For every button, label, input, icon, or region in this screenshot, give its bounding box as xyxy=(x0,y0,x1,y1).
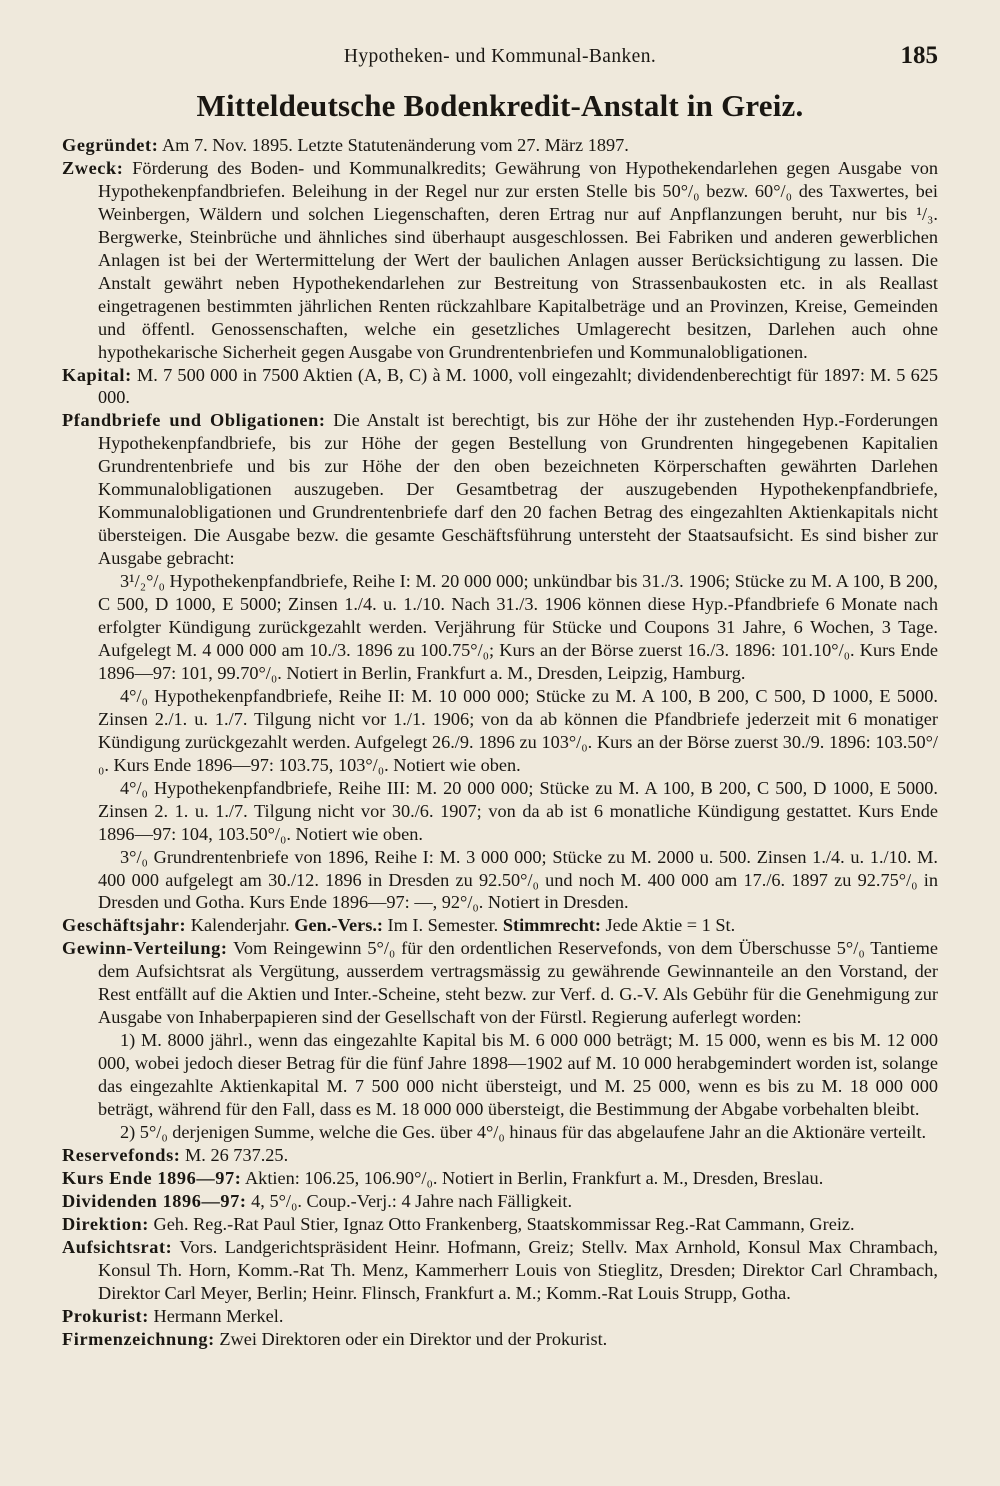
entry-label: Prokurist: xyxy=(62,1305,149,1326)
entry-gewinn-verteilung xyxy=(62,937,938,1029)
entry-label: Gegründet: xyxy=(62,135,159,155)
entry-text: M. 26 737.25. xyxy=(180,1144,289,1165)
entry-gegruendet xyxy=(62,134,938,157)
issue-item: 3°/₀ Grundrentenbriefe von 1896, Reihe I: M. 3 000 000; Stücke zu M. 2000 u. 500. Zinsen 1./4. u. 1./10. M. 400 000 aufgelegt am 30./12. 1896 in Dresden zu 92.50°/₀ und noch M. 400 000 am 17./6. 1897 zu 92.75°/₀ in Dresden und Gotha. Kurs Ende 1896—97: —, 92°/₀. Notiert in Dresden. xyxy=(98,846,938,913)
entry-text: Hermann Merkel. xyxy=(148,1305,284,1326)
entry-label: Zweck: xyxy=(62,157,124,178)
running-head xyxy=(62,42,938,69)
entry-prokurist xyxy=(62,1305,938,1328)
entry-pfandbriefe-obligationen xyxy=(62,409,938,570)
entry-label: Firmenzeichnung: xyxy=(62,1328,215,1349)
running-head-title: Hypotheken- und Kommunal-Banken. xyxy=(343,46,657,67)
entry-kapital xyxy=(62,364,938,410)
entry-label: Direktion: xyxy=(62,1213,149,1234)
entry-kurs-ende xyxy=(62,1167,938,1190)
issue-item: 4°/₀ Hypothekenpfandbriefe, Reihe III: M. 20 000 000; Stücke zu M. A 100, B 200, C 500, D 1000, E 5000. Zinsen 2. 1. u. 1./7. Tilgung nicht vor 30./6. 1907; von da ab ist 6 monatliche Kündigung gestattet. Kurs Ende 1896—97: 104, 103.50°/₀. Notiert wie oben. xyxy=(98,777,938,844)
entry-label: Kapital: xyxy=(62,364,132,385)
entry-direktion xyxy=(62,1213,938,1236)
clause-list xyxy=(62,1029,938,1144)
issue-item: 4°/₀ Hypothekenpfandbriefe, Reihe II: M. 10 000 000; Stücke zu M. A 100, B 200, C 500, D 1000, E 5000. Zinsen 2./1. u. 1./7. Tilgung nicht vor 1./1. 1906; von da ab können die Pfandbriefe jederzeit mit 6 monatiger Kündigung zurückgezahlt werden. Aufgelegt 26./9. 1896 zu 103°/₀. Kurs an der Börse zuerst 30./9. 1896: 103.50°/₀. Kurs Ende 1896—97: 103.75, 103°/₀. Notiert wie oben. xyxy=(98,685,938,775)
entry-text: Förderung des Boden- und Kommunalkredits; Gewährung von Hypothekendarlehen gegen Ausgabe von Hypothekenpfandbriefen. Beleihung in der Regel nur zur ersten Stelle bis 50°/₀ bezw. 60°/₀ des Taxwertes, bei Weinbergen, Wäldern und solchen Liegenschaften, deren Ertrag nur auf Anpflanzungen beruht, nur bis ¹/₃. Bergwerke, Steinbrüche und ähnliches sind überhaupt ausgeschlossen. Bei Fabriken und anderen gewerblichen Anlagen ist bei der Wertermittelung der Wert der baulichen Anlagen ausser Berücksichtigung zu lassen. Die Anstalt gewährt neben Hypothekendarlehen zur Bestreitung von Strassenbaukosten etc. in als Reallast eingetragenen bestimmten jährlichen Renten rückzahlbare Kapitalbeträge und an Provinzen, Kreise, Gemeinden und öffentl. Genossenschaften, welche ein gesetzliches Umlagerecht besitzen, Darlehen auch ohne hypothekarische Sicherheit gegen Ausgabe von Grundrentenbriefen und Kommunalobligationen. xyxy=(98,157,938,362)
entry-text: Geh. Reg.-Rat Paul Stier, Ignaz Otto Frankenberg, Staatskommissar Reg.-Rat Cammann, Greiz. xyxy=(148,1213,855,1234)
entry-label: Reservefonds: xyxy=(62,1144,181,1165)
entry-zweck xyxy=(62,157,938,364)
entry-text: Die Anstalt ist berechtigt, bis zur Höhe der ihr zustehenden Hyp.-Forderungen Hypothekenpfandbriefe, bis zur Höhe der gegen Bestellung von Grundrenten hingegebenen Kapitalien Grundrentenbriefe und bis zur Höhe der den oben bezeichneten Körperschaften gewährten Darlehen Kommunalobligationen auszugeben. Der Gesamtbetrag der auszugebenden Hypothekenpfandbriefe, Kommunalobligationen und Grundrentenbriefe darf den 20 fachen Betrag des eingezahlten Aktienkapitals nicht übersteigen. Die Ausgabe bezw. die gesamte Geschäftsführung untersteht der Staatsaufsicht. Es sind bisher zur Ausgabe gebracht: xyxy=(98,410,938,569)
page-title: Mitteldeutsche Bodenkredit-Anstalt in Greiz. xyxy=(196,88,804,123)
entry-list-secondary xyxy=(62,914,938,1029)
page-number: 185 xyxy=(900,42,938,69)
entry-text: Kalenderjahr. Gen.-Vers.: Im I. Semester. Stimmrecht: Jede Aktie = 1 St. xyxy=(186,915,736,936)
entry-reservefonds xyxy=(62,1144,938,1167)
entry-label: Dividenden 1896—97: xyxy=(62,1190,247,1211)
issue-list xyxy=(62,570,938,914)
entry-text: M. 7 500 000 in 7500 Aktien (A, B, C) à M. 1000, voll eingezahlt; dividendenberechtigt für 1897: M. 5 625 000. xyxy=(98,364,938,408)
clause-item: 1) M. 8000 jährl., wenn das eingezahlte Kapital bis M. 6 000 000 beträgt; M. 15 000, wenn es bis M. 12 000 000, wobei jedoch dieser Betrag für die fünf Jahre 1898—1902 auf M. 10 000 herabgemindert worden ist, solange das eingezahlte Aktienkapital M. 7 500 000 nicht übersteigt, und M. 25 000, wenn es bis zu M. 18 000 000 beträgt, während für den Fall, dass es M. 18 000 000 übersteigt, die Bestimmung der Abgabe vorbehalten bleibt. xyxy=(98,1030,938,1120)
entry-dividenden xyxy=(62,1190,938,1213)
entry-aufsichtsrat xyxy=(62,1236,938,1305)
entry-label: Pfandbriefe und Obligationen: xyxy=(62,410,326,431)
entry-label: Kurs Ende 1896—97: xyxy=(62,1167,242,1188)
entry-list-tertiary xyxy=(62,1144,938,1351)
entry-text: Vom Reingewinn 5°/₀ für den ordentlichen Reservefonds, von dem Überschusse 5°/₀ Tantieme dem Aufsichtsrat als Vergütung, ausserdem vertragsmässig zu gewährende Gewinnanteile an den Vorstand, der Rest entfällt auf die Aktien und Inter.-Scheine, steht bezw. zur Verf. d. G.-V. Als Gebühr für die Genehmigung zur Ausgabe von Inhaberpapieren sind der Gesellschaft von der Fürstl. Regierung auferlegt worden: xyxy=(98,938,938,1028)
issue-item: 3¹/₂°/₀ Hypothekenpfandbriefe, Reihe I: M. 20 000 000; unkündbar bis 31./3. 1906; Stücke zu M. A 100, B 200, C 500, D 1000, E 5000; Zinsen 1./4. u. 1./10. Nach 31./3. 1906 können diese Hyp.-Pfandbriefe 6 Monate nach erfolgter Kündigung zurückgezahlt werden. Verjährung für Stücke und Coupons 31 Jahre, 6 Wochen, 3 Tage. Aufgelegt M. 4 000 000 am 10./3. 1896 zu 100.75°/₀; Kurs an der Börse zuerst 16./3. 1896: 101.10°/₀. Kurs Ende 1896—97: 101, 99.70°/₀. Notiert in Berlin, Frankfurt a. M., Dresden, Leipzig, Hamburg. xyxy=(98,571,938,683)
entry-label: Aufsichtsrat: xyxy=(62,1236,173,1257)
entry-label: Gewinn-Verteilung: xyxy=(62,938,228,959)
page-content xyxy=(62,42,938,1351)
entry-firmenzeichnung xyxy=(62,1328,938,1351)
entry-text: Zwei Direktoren oder ein Direktor und der Prokurist. xyxy=(214,1328,608,1349)
entry-text: Aktien: 106.25, 106.90°/₀. Notiert in Berlin, Frankfurt a. M., Dresden, Breslau. xyxy=(241,1167,824,1188)
entry-text: Vors. Landgerichtspräsident Heinr. Hofmann, Greiz; Stellv. Max Arnhold, Konsul Max Chrambach, Konsul Th. Horn, Komm.-Rat Th. Menz, Kammerherr Louis von Stieglitz, Dresden; Direktor Carl Chrambach, Direktor Carl Meyer, Berlin; Heinr. Flinsch, Frankfurt a. M.; Komm.-Rat Louis Strupp, Gotha. xyxy=(98,1236,938,1303)
entry-label: Geschäftsjahr: xyxy=(62,915,187,936)
entry-geschaeftsjahr xyxy=(62,914,938,937)
entry-text: 4, 5°/₀. Coup.-Verj.: 4 Jahre nach Fälligkeit. xyxy=(246,1190,573,1211)
entry-list-primary xyxy=(62,134,938,570)
clause-item: 2) 5°/₀ derjenigen Summe, welche die Ges. über 4°/₀ hinaus für das abgelaufene Jahr an die Aktionäre verteilt. xyxy=(120,1121,927,1142)
entry-text: Am 7. Nov. 1895. Letzte Statutenänderung vom 27. März 1897. xyxy=(158,135,629,155)
